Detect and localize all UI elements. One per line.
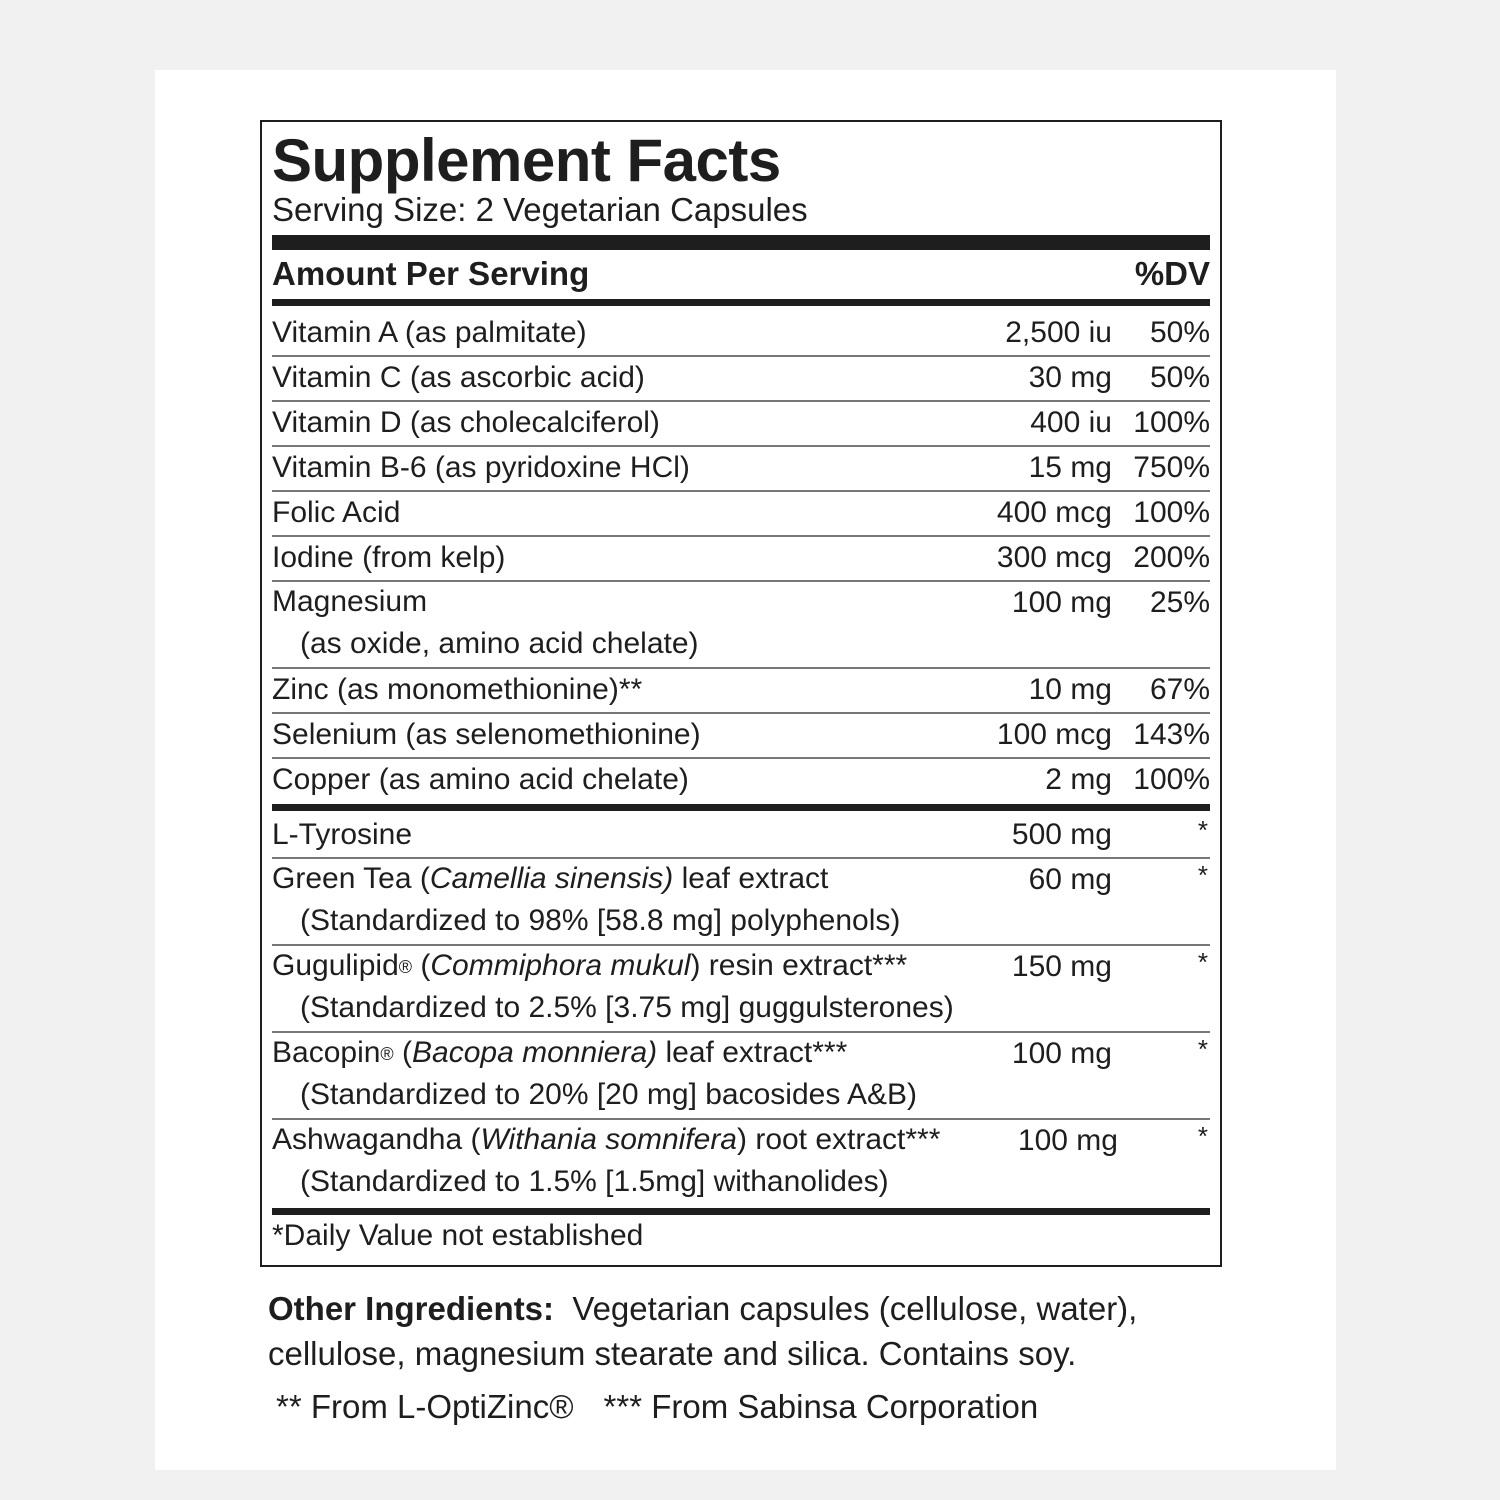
nutrient-name: Vitamin A (as palmitate) xyxy=(272,316,587,349)
nutrient-dv: 100% xyxy=(1133,496,1210,529)
nutrient-row xyxy=(272,582,1210,669)
botanical-standardization: (Standardized to 98% [58.8 mg] polyphenols) xyxy=(300,904,901,937)
nutrient-row xyxy=(272,759,1210,802)
botanical-amount: 100 mg xyxy=(1011,1037,1112,1070)
nutrient-amount: 300 mcg xyxy=(996,541,1112,574)
botanical-amount: 60 mg xyxy=(1028,863,1112,896)
column-header xyxy=(272,254,1210,294)
nutrient-dv: 100% xyxy=(1133,406,1210,439)
nutrient-name: Selenium (as selenomethionine) xyxy=(272,718,701,751)
other-ingredients-text: Vegetarian capsules (cellulose, water), cellulose, magnesium stearate and silica. Contains soy. xyxy=(268,1290,1138,1372)
nutrient-dv: 143% xyxy=(1133,718,1210,751)
nutrient-row xyxy=(272,312,1210,357)
nutrient-row xyxy=(272,357,1210,402)
nutrient-name: Folic Acid xyxy=(272,496,401,529)
botanical-standardization: (Standardized to 1.5% [1.5mg] withanolides) xyxy=(300,1165,889,1198)
amount-header: Amount Per Serving xyxy=(272,255,590,292)
medium-divider xyxy=(272,1208,1210,1215)
nutrient-amount: 10 mg xyxy=(1028,673,1112,706)
nutrient-row xyxy=(272,492,1210,537)
botanical-name: Gugulipid® (Commiphora mukul) resin extract*** xyxy=(272,949,908,982)
serving-size: Serving Size: 2 Vegetarian Capsules xyxy=(272,191,808,228)
nutrient-name: Iodine (from kelp) xyxy=(272,541,506,574)
dv-not-established-mark: * xyxy=(1197,860,1208,890)
nutrient-amount: 100 mcg xyxy=(996,718,1112,751)
dv-not-established-mark: * xyxy=(1197,947,1208,977)
other-ingredients-heading: Other Ingredients: xyxy=(268,1290,555,1327)
supplement-facts-panel xyxy=(260,120,1222,1267)
nutrient-name: Vitamin D (as cholecalciferol) xyxy=(272,406,660,439)
nutrient-amount: 2 mg xyxy=(1045,763,1112,796)
botanical-row xyxy=(272,946,1210,1033)
nutrient-dv: 200% xyxy=(1133,541,1210,574)
nutrient-name: Copper (as amino acid chelate) xyxy=(272,763,689,796)
botanical-amount: 150 mg xyxy=(1011,950,1112,983)
nutrient-dv: 50% xyxy=(1149,316,1210,349)
nutrient-name: Vitamin C (as ascorbic acid) xyxy=(272,361,645,394)
nutrient-amount: 30 mg xyxy=(1028,361,1112,394)
botanical-name: Ashwagandha (Withania somnifera) root extract*** xyxy=(272,1123,941,1156)
dv-not-established-mark: * xyxy=(1197,1121,1208,1151)
medium-divider xyxy=(272,299,1210,306)
medium-divider xyxy=(272,804,1210,811)
nutrient-form: (as oxide, amino acid chelate) xyxy=(300,627,699,660)
nutrient-row xyxy=(272,714,1210,759)
thick-divider xyxy=(272,235,1210,250)
nutrient-dv: 50% xyxy=(1149,361,1210,394)
nutrient-dv: 67% xyxy=(1149,673,1210,706)
zinc-source-note: ** From L-OptiZinc® xyxy=(276,1388,574,1425)
botanical-amount: 100 mg xyxy=(1017,1124,1118,1157)
nutrient-amount: 400 iu xyxy=(1030,406,1112,439)
botanical-row xyxy=(272,814,1210,859)
nutrient-row xyxy=(272,537,1210,582)
nutrient-amount: 2,500 iu xyxy=(1005,316,1112,349)
botanical-name: Bacopin® (Bacopa monniera) leaf extract*** xyxy=(272,1036,848,1069)
dv-not-established-mark: * xyxy=(1197,1034,1208,1064)
nutrient-row xyxy=(272,669,1210,714)
dv-header: %DV xyxy=(1134,255,1210,292)
dv-footnote: *Daily Value not established xyxy=(272,1219,644,1252)
nutrient-dv: 100% xyxy=(1133,763,1210,796)
nutrient-dv: 25% xyxy=(1149,586,1210,619)
dv-not-established-mark: * xyxy=(1197,815,1208,845)
nutrient-row xyxy=(272,447,1210,492)
nutrient-row xyxy=(272,402,1210,447)
source-notes xyxy=(276,1387,1038,1427)
botanical-standardization: (Standardized to 20% [20 mg] bacosides A&B) xyxy=(300,1078,918,1111)
botanical-row xyxy=(272,1033,1210,1120)
other-ingredients xyxy=(268,1286,1228,1376)
botanical-row xyxy=(272,859,1210,946)
nutrient-amount: 100 mg xyxy=(1011,586,1112,619)
nutrient-name: Vitamin B-6 (as pyridoxine HCl) xyxy=(272,451,690,484)
nutrient-name: Zinc (as monomethionine)** xyxy=(272,673,643,706)
nutrient-name: Magnesium xyxy=(272,585,428,618)
sabinsa-source-note: *** From Sabinsa Corporation xyxy=(603,1388,1039,1425)
botanical-standardization: (Standardized to 2.5% [3.75 mg] guggulsterones) xyxy=(300,991,954,1024)
nutrient-amount: 15 mg xyxy=(1028,451,1112,484)
botanical-row xyxy=(272,1120,1210,1205)
botanical-name: Green Tea (Camellia sinensis) leaf extract xyxy=(272,862,829,895)
nutrient-amount: 400 mcg xyxy=(996,496,1112,529)
panel-title: Supplement Facts xyxy=(272,127,781,194)
nutrient-dv: 750% xyxy=(1133,451,1210,484)
botanical-amount: 500 mg xyxy=(1011,818,1112,851)
botanical-name: L-Tyrosine xyxy=(272,818,413,851)
